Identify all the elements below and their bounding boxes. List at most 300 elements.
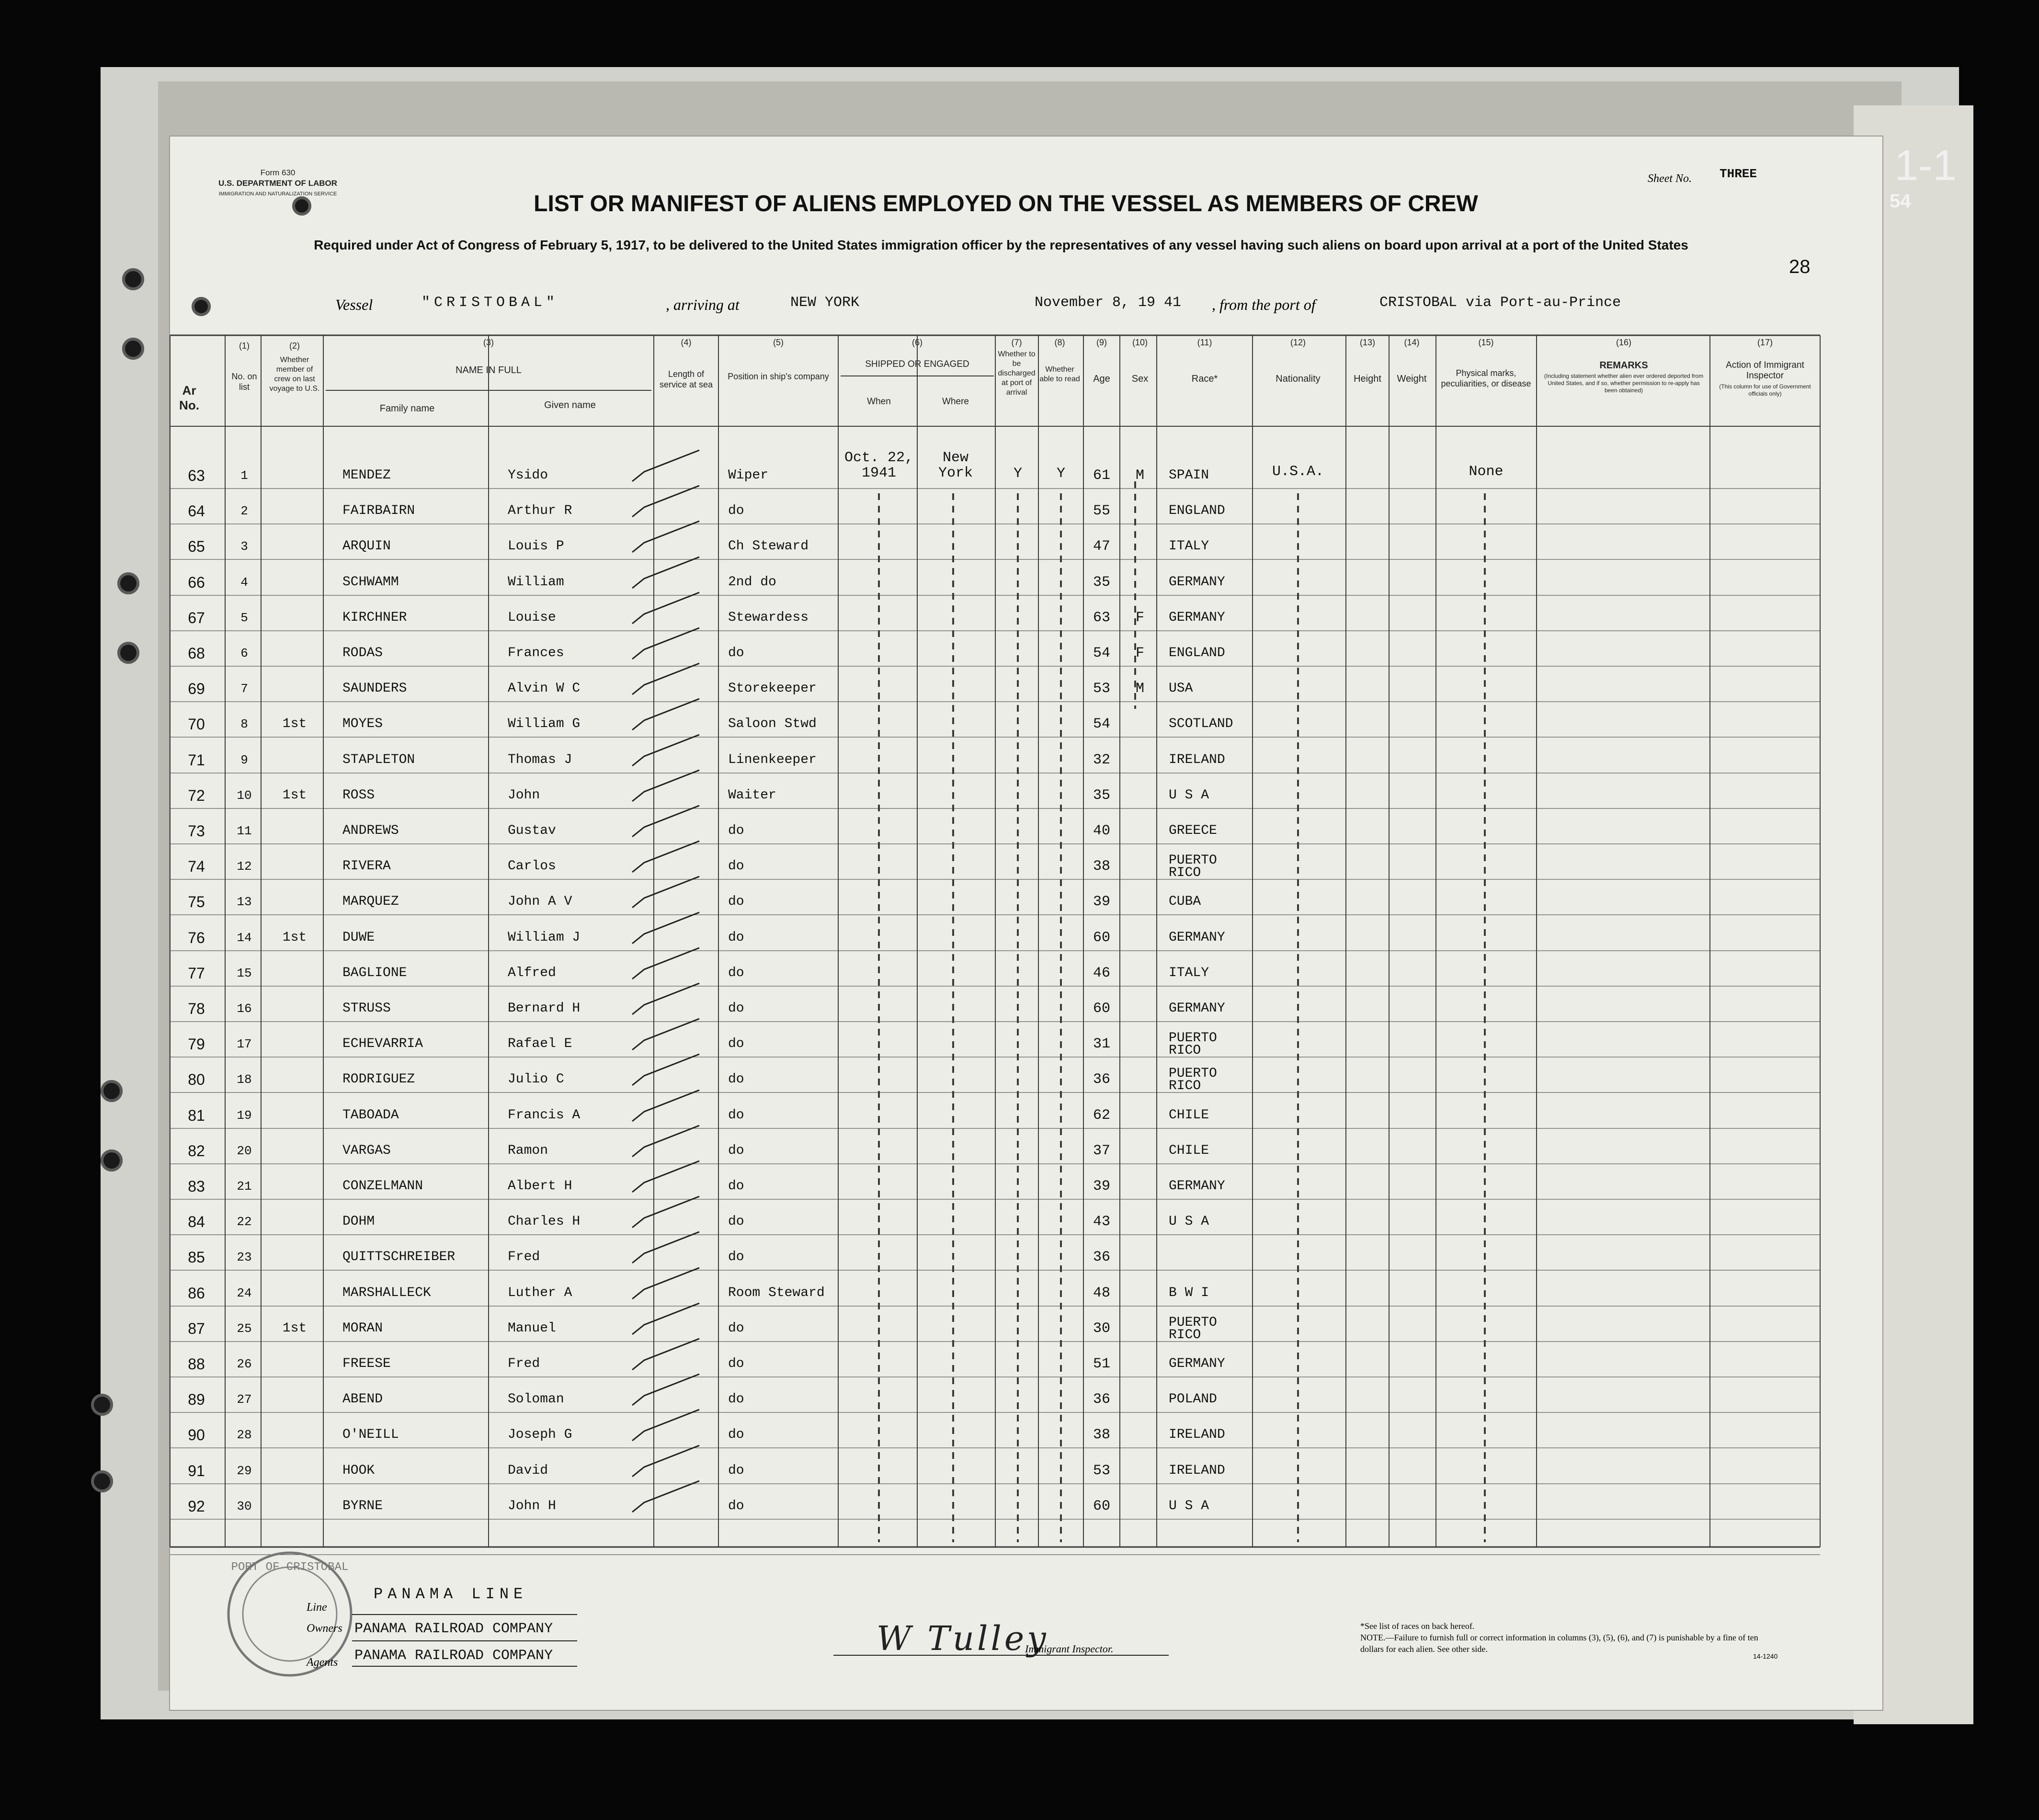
cell-given-name: David xyxy=(508,1463,548,1478)
cell-race: PUERTO RICO xyxy=(1169,853,1217,880)
cell-list-no: 16 xyxy=(237,1001,252,1016)
cell-family-name: QUITTSCHREIBER xyxy=(342,1250,456,1264)
cell-family-name: ANDREWS xyxy=(342,823,399,838)
shipped-when-line2: 1941 xyxy=(861,465,896,481)
header-c7: Whether to be discharged at port of arrival xyxy=(998,350,1036,397)
cell-age: 46 xyxy=(1093,965,1110,981)
cell-given-name: John H xyxy=(508,1499,556,1513)
able-to-read-value: Y xyxy=(1056,466,1065,482)
cell-position: Waiter xyxy=(728,788,776,803)
cell-given-name: John A V xyxy=(508,894,572,909)
cell-family-name: STRUSS xyxy=(342,1001,391,1016)
cell-family-name: RODRIGUEZ xyxy=(342,1072,415,1087)
cell-ar-no: 89 xyxy=(188,1391,205,1408)
cell-family-name: ARQUIN xyxy=(342,539,391,554)
cell-given-name: Luther A xyxy=(508,1285,572,1300)
cell-list-no: 21 xyxy=(237,1179,252,1194)
cell-given-name: Gustav xyxy=(508,823,556,838)
cell-family-name: STAPLETON xyxy=(342,752,415,767)
cell-ar-no: 80 xyxy=(188,1071,205,1088)
cell-family-name: CONZELMANN xyxy=(342,1179,423,1194)
header-c14-num: (14) xyxy=(1404,338,1420,347)
cell-family-name: BYRNE xyxy=(342,1499,383,1513)
cell-family-name: HOOK xyxy=(342,1463,375,1478)
header-c10-num: (10) xyxy=(1132,338,1148,347)
cell-list-no: 13 xyxy=(237,895,252,909)
shipped-when xyxy=(838,450,920,481)
cell-age: 62 xyxy=(1093,1107,1110,1124)
cell-ar-no: 84 xyxy=(188,1213,205,1230)
cell-ar-no: 73 xyxy=(188,822,205,840)
cell-age: 55 xyxy=(1093,503,1110,519)
cell-age: 39 xyxy=(1093,894,1110,910)
header-c13: Height xyxy=(1354,374,1381,384)
shipped-where-line1: New xyxy=(942,450,968,466)
cell-position: do xyxy=(728,823,744,838)
cell-age: 61 xyxy=(1093,467,1110,484)
page-number-right: 54 xyxy=(1890,191,1911,212)
cell-sex: F xyxy=(1135,610,1144,626)
cell-list-no: 6 xyxy=(240,646,248,660)
cell-list-no: 25 xyxy=(237,1321,252,1336)
cell-position: do xyxy=(728,1143,744,1158)
cell-given-name: Soloman xyxy=(508,1392,564,1407)
sheet-no-label: Sheet No. xyxy=(1648,172,1692,185)
cell-ar-no: 64 xyxy=(188,502,205,520)
cell-list-no: 9 xyxy=(240,753,248,767)
inspector-signature: W Tulley xyxy=(877,1619,1049,1658)
cell-position: do xyxy=(728,1463,744,1478)
vessel-label: Vessel xyxy=(335,296,373,313)
header-c16: REMARKS xyxy=(1599,360,1648,371)
cell-list-no: 4 xyxy=(240,575,248,590)
cell-age: 36 xyxy=(1093,1071,1110,1088)
cell-list-no: 22 xyxy=(237,1215,252,1229)
cell-race: ENGLAND xyxy=(1169,503,1225,518)
footer-rule xyxy=(352,1666,577,1667)
header-c4-num: (4) xyxy=(681,338,692,347)
cell-list-no: 20 xyxy=(237,1144,252,1158)
arrival-date: November 8, 19 41 xyxy=(1035,295,1182,311)
cell-ar-no: 82 xyxy=(188,1142,205,1160)
cell-family-name: FAIRBAIRN xyxy=(342,503,415,518)
cell-given-name: Albert H xyxy=(508,1179,572,1194)
cell-position: do xyxy=(728,503,744,518)
cell-ar-no: 65 xyxy=(188,538,205,555)
cell-age: 51 xyxy=(1093,1356,1110,1372)
cell-last-voyage: 1st xyxy=(282,717,307,731)
cell-last-voyage: 1st xyxy=(282,930,307,945)
cell-ar-no: 66 xyxy=(188,574,205,591)
cell-age: 53 xyxy=(1093,681,1110,697)
cell-age: 60 xyxy=(1093,1498,1110,1514)
footer-notes xyxy=(1360,1620,1782,1655)
cell-position: do xyxy=(728,1214,744,1229)
cell-list-no: 29 xyxy=(237,1464,252,1478)
cell-family-name: ECHEVARRIA xyxy=(342,1036,423,1051)
cell-list-no: 17 xyxy=(237,1037,252,1051)
cell-race: ITALY xyxy=(1169,966,1209,980)
cell-ar-no: 92 xyxy=(188,1498,205,1515)
page-subtitle: Required under Act of Congress of February 5, 1917, to be delivered to the United States immigration officer by the representatives of any vessel having such aliens on board upon arrival at a port of the United States xyxy=(314,238,1688,252)
cell-given-name: Alfred xyxy=(508,966,556,980)
cell-family-name: MORAN xyxy=(342,1321,383,1336)
header-c8-num: (8) xyxy=(1054,338,1065,347)
cell-list-no: 30 xyxy=(237,1499,252,1513)
cell-family-name: MENDEZ xyxy=(342,468,391,483)
header-c13-num: (13) xyxy=(1359,338,1375,347)
page-title: LIST OR MANIFEST OF ALIENS EMPLOYED ON THE VESSEL AS MEMBERS OF CREW xyxy=(534,191,1478,216)
header-c15-num: (15) xyxy=(1478,338,1494,347)
cell-ar-no: 72 xyxy=(188,787,205,804)
header-c2-num: (2) xyxy=(289,341,300,351)
header-c1: No. on list xyxy=(231,372,257,392)
cell-position: do xyxy=(728,1499,744,1513)
cell-family-name: MARSHALLECK xyxy=(342,1285,431,1300)
service-name: IMMIGRATION AND NATURALIZATION SERVICE xyxy=(218,191,337,197)
cell-family-name: DUWE xyxy=(342,930,375,945)
from-port: CRISTOBAL via Port-au-Prince xyxy=(1379,295,1621,311)
cell-race: GERMANY xyxy=(1169,1356,1225,1371)
header-c14: Weight xyxy=(1397,374,1427,384)
cell-position: 2nd do xyxy=(728,575,776,590)
cell-age: 39 xyxy=(1093,1178,1110,1194)
cell-position: Stewardess xyxy=(728,610,809,625)
header-c11-num: (11) xyxy=(1197,338,1212,347)
cell-position: do xyxy=(728,1392,744,1407)
cell-position: Saloon Stwd xyxy=(728,717,817,731)
cell-age: 38 xyxy=(1093,1427,1110,1443)
physical-marks-value: None xyxy=(1469,464,1504,480)
cell-given-name: Louis P xyxy=(508,539,564,554)
port-stamp-text: PORT OF CRISTOBAL xyxy=(231,1561,349,1574)
cell-ar-no: 70 xyxy=(188,716,205,733)
cell-list-no: 23 xyxy=(237,1250,252,1264)
cell-ar-no: 63 xyxy=(188,467,205,484)
cell-age: 32 xyxy=(1093,752,1110,768)
department-name: U.S. DEPARTMENT OF LABOR xyxy=(218,179,338,188)
cell-ar-no: 88 xyxy=(188,1355,205,1373)
footer-agents-label: Agents xyxy=(307,1656,338,1669)
form-code: 14-1240 xyxy=(1753,1652,1778,1660)
shipped-when-line1: Oct. 22, xyxy=(844,450,914,466)
cell-position: do xyxy=(728,859,744,874)
cell-family-name: ROSS xyxy=(342,788,375,803)
cell-position: do xyxy=(728,894,744,909)
footer-rule xyxy=(352,1640,577,1641)
header-c16-note: (Including statement whether alien ever ordered deported from United States, and if so, whether permission to re-apply has been obtained) xyxy=(1544,373,1704,394)
cell-given-name: Fred xyxy=(508,1356,540,1371)
cell-given-name: Thomas J xyxy=(508,752,572,767)
cell-age: 35 xyxy=(1093,787,1110,804)
cell-family-name: MOYES xyxy=(342,717,383,731)
cell-given-name: Arthur R xyxy=(508,503,572,518)
cell-age: 30 xyxy=(1093,1320,1110,1337)
header-c3-family: Family name xyxy=(379,403,435,414)
cell-given-name: Frances xyxy=(508,646,564,660)
cell-age: 54 xyxy=(1093,716,1110,732)
cell-list-no: 27 xyxy=(237,1392,252,1407)
cell-family-name: ABEND xyxy=(342,1392,383,1407)
cell-race: PUERTO RICO xyxy=(1169,1031,1217,1058)
cell-position: do xyxy=(728,966,744,980)
cell-given-name: Francis A xyxy=(508,1108,581,1123)
footer-agents: PANAMA RAILROAD COMPANY xyxy=(354,1648,553,1664)
header-c11: Race* xyxy=(1191,374,1218,384)
cell-position: Ch Steward xyxy=(728,539,809,554)
header-c3-given: Given name xyxy=(544,400,596,410)
nationality-value: U.S.A. xyxy=(1272,464,1324,480)
footer-line-label: Line xyxy=(307,1601,327,1614)
cell-race: IRELAND xyxy=(1169,1427,1225,1442)
header-c6-when: When xyxy=(867,397,891,407)
cell-position: do xyxy=(728,1321,744,1336)
cell-ar-no: 79 xyxy=(188,1035,205,1053)
cell-age: 63 xyxy=(1093,610,1110,626)
footer-owners-label: Owners xyxy=(307,1622,342,1635)
cell-given-name: Rafael E xyxy=(508,1036,572,1051)
cell-position: do xyxy=(728,1108,744,1123)
from-port-label: , from the port of xyxy=(1212,296,1316,313)
cell-list-no: 14 xyxy=(237,931,252,945)
cell-race: U S A xyxy=(1169,1499,1209,1513)
cell-given-name: Bernard H xyxy=(508,1001,581,1016)
cell-list-no: 3 xyxy=(240,539,248,554)
cell-race: CHILE xyxy=(1169,1108,1209,1123)
cell-ar-no: 87 xyxy=(188,1320,205,1337)
cell-family-name: TABOADA xyxy=(342,1108,399,1123)
cell-race: GERMANY xyxy=(1169,930,1225,945)
cell-list-no: 26 xyxy=(237,1357,252,1371)
header-c4: Length of service at sea xyxy=(659,369,713,389)
cell-race: B W I xyxy=(1169,1285,1209,1300)
cell-age: 31 xyxy=(1093,1036,1110,1052)
cell-age: 40 xyxy=(1093,823,1110,839)
margin-stamp: 1-1 xyxy=(1894,142,1957,190)
cell-ar-no: 91 xyxy=(188,1462,205,1479)
cell-age: 43 xyxy=(1093,1214,1110,1230)
cell-race: CUBA xyxy=(1169,894,1201,909)
cell-position: do xyxy=(728,1001,744,1016)
cell-ar-no: 86 xyxy=(188,1285,205,1302)
cell-given-name: William G xyxy=(508,717,581,731)
cell-age: 37 xyxy=(1093,1143,1110,1159)
header-c5: Position in ship's company xyxy=(728,372,829,381)
cell-race: SPAIN xyxy=(1169,468,1209,483)
form-number: Form 630 xyxy=(260,168,296,177)
cell-list-no: 7 xyxy=(240,682,248,696)
cell-ar-no: 78 xyxy=(188,1000,205,1017)
cell-position: do xyxy=(728,1250,744,1264)
inspector-label: Immigrant Inspector. xyxy=(1025,1643,1114,1655)
cell-position: do xyxy=(728,646,744,660)
cell-given-name: Alvin W C xyxy=(508,681,581,696)
cell-race: IRELAND xyxy=(1169,1463,1225,1478)
cell-list-no: 2 xyxy=(240,504,248,518)
cell-given-name: Manuel xyxy=(508,1321,556,1336)
cell-list-no: 28 xyxy=(237,1428,252,1442)
shipped-where-line2: York xyxy=(938,465,973,481)
page-number-small: 28 xyxy=(1789,256,1811,277)
arriving-port: NEW YORK xyxy=(790,295,860,311)
cell-position: do xyxy=(728,930,744,945)
cell-ar-no: 69 xyxy=(188,680,205,697)
sheet-no-value: THREE xyxy=(1720,167,1757,181)
footer-line: PANAMA LINE xyxy=(374,1585,528,1603)
header-c17-num: (17) xyxy=(1757,338,1773,347)
footer-rule xyxy=(352,1614,577,1615)
cell-age: 35 xyxy=(1093,574,1110,591)
cell-list-no: 1 xyxy=(240,468,248,483)
cell-ar-no: 77 xyxy=(188,965,205,982)
header-c17-note: (This column for use of Government officials only) xyxy=(1719,383,1811,397)
cell-race: PUERTO RICO xyxy=(1169,1315,1217,1342)
cell-last-voyage: 1st xyxy=(282,788,307,803)
header-c6-where: Where xyxy=(942,397,969,407)
cell-list-no: 11 xyxy=(237,824,252,838)
cell-ar-no: 67 xyxy=(188,609,205,626)
header-c3: NAME IN FULL xyxy=(456,365,522,375)
cell-ar-no: 68 xyxy=(188,645,205,662)
cell-race: ITALY xyxy=(1169,539,1209,554)
header-c9: Age xyxy=(1093,374,1110,384)
cell-list-no: 18 xyxy=(237,1072,252,1087)
cell-given-name: Fred xyxy=(508,1250,540,1264)
cell-given-name: Carlos xyxy=(508,859,556,874)
cell-ar-no: 75 xyxy=(188,893,205,910)
cell-family-name: RODAS xyxy=(342,646,383,660)
cell-position: Wiper xyxy=(728,468,769,483)
cell-age: 36 xyxy=(1093,1249,1110,1265)
cell-race: CHILE xyxy=(1169,1143,1209,1158)
cell-age: 38 xyxy=(1093,858,1110,875)
cell-position: do xyxy=(728,1036,744,1051)
header-c12: Nationality xyxy=(1276,374,1321,384)
cell-family-name: O'NEILL xyxy=(342,1427,399,1442)
cell-given-name: Ysido xyxy=(508,468,548,483)
vessel-name: "CRISTOBAL" xyxy=(421,295,559,311)
cell-race: GERMANY xyxy=(1169,1179,1225,1194)
cell-ar-no: 85 xyxy=(188,1249,205,1266)
header-c6-num: (6) xyxy=(912,338,923,347)
discharged-value: Y xyxy=(1013,466,1022,482)
header-c12-num: (12) xyxy=(1290,338,1306,347)
cell-race: ENGLAND xyxy=(1169,646,1225,660)
cell-age: 53 xyxy=(1093,1463,1110,1479)
cell-race: GREECE xyxy=(1169,823,1217,838)
cell-list-no: 15 xyxy=(237,966,252,980)
cell-list-no: 10 xyxy=(237,788,252,803)
cell-list-no: 8 xyxy=(240,717,248,731)
arriving-label: , arriving at xyxy=(666,296,740,313)
cell-list-no: 5 xyxy=(240,611,248,625)
header-c17: Action of Immigrant Inspector xyxy=(1726,360,1804,381)
header-c5-num: (5) xyxy=(773,338,784,347)
cell-family-name: DOHM xyxy=(342,1214,375,1229)
cell-given-name: Joseph G xyxy=(508,1427,572,1442)
cell-race: GERMANY xyxy=(1169,610,1225,625)
cell-race: IRELAND xyxy=(1169,752,1225,767)
cell-age: 54 xyxy=(1093,645,1110,661)
cell-ar-no: 90 xyxy=(188,1426,205,1444)
cell-given-name: Ramon xyxy=(508,1143,548,1158)
cell-family-name: BAGLIONE xyxy=(342,966,407,980)
cell-given-name: Charles H xyxy=(508,1214,581,1229)
cell-ar-no: 76 xyxy=(188,929,205,946)
cell-position: do xyxy=(728,1072,744,1087)
cell-last-voyage: 1st xyxy=(282,1321,307,1336)
cell-sex: M xyxy=(1135,681,1144,697)
port-stamp xyxy=(218,1542,362,1686)
cell-race: GERMANY xyxy=(1169,1001,1225,1016)
cell-position: do xyxy=(728,1356,744,1371)
cell-age: 60 xyxy=(1093,1001,1110,1017)
cell-list-no: 24 xyxy=(237,1286,252,1300)
cell-position: do xyxy=(728,1179,744,1194)
header-c9-num: (9) xyxy=(1096,338,1107,347)
cell-family-name: VARGAS xyxy=(342,1143,391,1158)
header-c15: Physical marks, peculiarities, or disease xyxy=(1441,368,1531,388)
cell-family-name: KIRCHNER xyxy=(342,610,407,625)
cell-position: Storekeeper xyxy=(728,681,817,696)
footer-owners: PANAMA RAILROAD COMPANY xyxy=(354,1621,553,1637)
cell-age: 36 xyxy=(1093,1391,1110,1408)
cell-family-name: FREESE xyxy=(342,1356,391,1371)
cell-ar-no: 81 xyxy=(188,1107,205,1124)
cell-family-name: MARQUEZ xyxy=(342,894,399,909)
header-ar-no: Ar No. xyxy=(179,383,199,412)
shipped-where xyxy=(920,450,991,481)
header-c1-num: (1) xyxy=(239,341,250,351)
header-c7-num: (7) xyxy=(1011,338,1022,347)
cell-race: GERMANY xyxy=(1169,575,1225,590)
cell-sex: M xyxy=(1135,467,1144,484)
header-c3-num: (3) xyxy=(483,338,494,347)
cell-given-name: Julio C xyxy=(508,1072,564,1087)
cell-race: POLAND xyxy=(1169,1392,1217,1407)
cell-family-name: RIVERA xyxy=(342,859,391,874)
cell-age: 48 xyxy=(1093,1285,1110,1301)
cell-list-no: 12 xyxy=(237,859,252,874)
cell-position: Room Steward xyxy=(728,1285,825,1300)
cell-sex: F xyxy=(1135,645,1144,661)
footer-note-fine: NOTE.—Failure to furnish full or correct information in columns (3), (5), (6), and (7) is punishable by a fine of ten dollars for each alien. See other side. xyxy=(1360,1633,1758,1654)
header-c6: SHIPPED OR ENGAGED xyxy=(865,359,969,369)
cell-position: do xyxy=(728,1427,744,1442)
cell-ar-no: 83 xyxy=(188,1178,205,1195)
signature-line xyxy=(833,1655,1169,1656)
header-c2: Whether member of crew on last voyage to U.S. xyxy=(269,356,320,393)
cell-ar-no: 74 xyxy=(188,858,205,875)
cell-race: PUERTO RICO xyxy=(1169,1066,1217,1093)
cell-list-no: 19 xyxy=(237,1108,252,1123)
cell-given-name: John xyxy=(508,788,540,803)
cell-given-name: William xyxy=(508,575,564,590)
cell-ar-no: 71 xyxy=(188,751,205,769)
cell-race: U S A xyxy=(1169,788,1209,803)
cell-given-name: Louise xyxy=(508,610,556,625)
cell-age: 60 xyxy=(1093,930,1110,946)
footer-note-races: *See list of races on back hereof. xyxy=(1360,1621,1475,1631)
header-c16-num: (16) xyxy=(1616,338,1631,347)
cell-race: SCOTLAND xyxy=(1169,717,1233,731)
cell-race: USA xyxy=(1169,681,1193,696)
cell-race: U S A xyxy=(1169,1214,1209,1229)
cell-position: Linenkeeper xyxy=(728,752,817,767)
cell-family-name: SCHWAMM xyxy=(342,575,399,590)
cell-age: 47 xyxy=(1093,538,1110,555)
header-c10: Sex xyxy=(1131,374,1149,384)
